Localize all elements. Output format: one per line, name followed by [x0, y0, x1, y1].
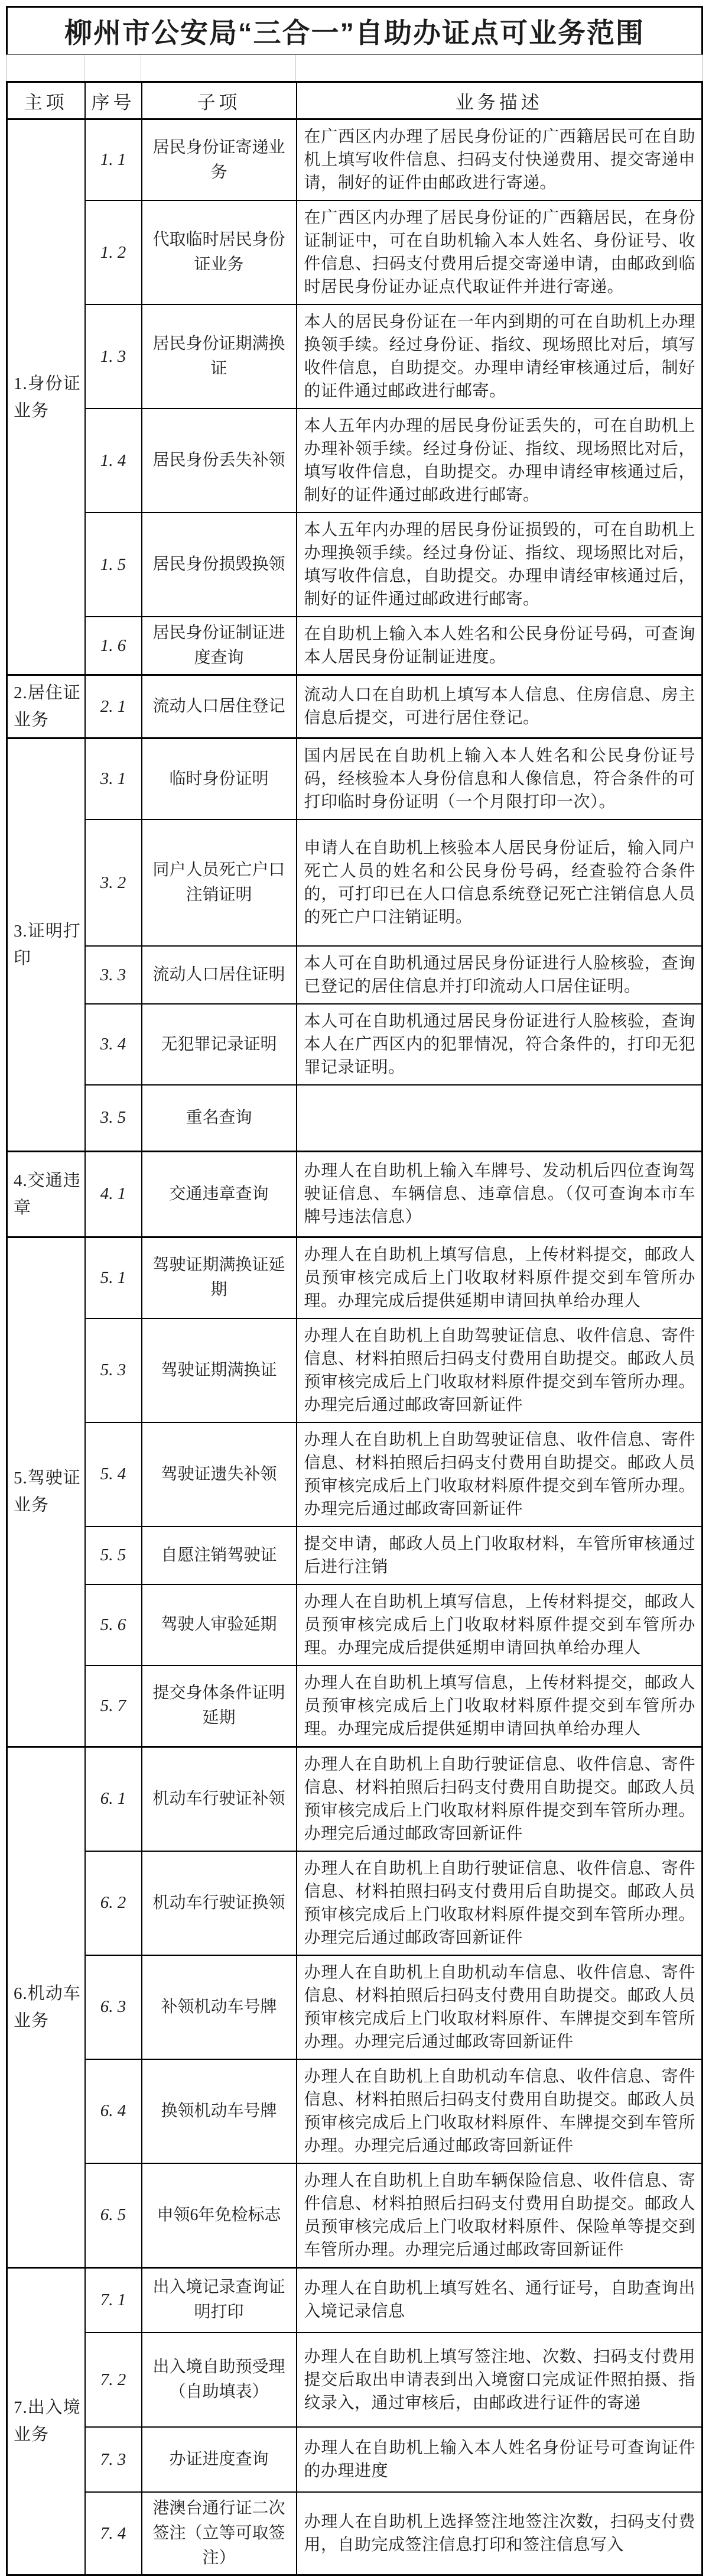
sub-item-cell: 流动人口居住登记 — [142, 675, 297, 738]
table-row — [7, 2492, 703, 2575]
sub-item-cell: 驾驶证遗失补领 — [142, 1423, 297, 1527]
sub-item-cell: 流动人口居住证明 — [142, 946, 297, 1004]
description-cell: 流动人口在自助机上填写本人信息、住房信息、房主信息后提交，可进行居住登记。 — [297, 675, 703, 738]
table-row — [7, 1151, 703, 1237]
description-cell: 本人的居民身份证在一年内到期的可在自助机上办理换领手续。经过身份证、指纹、现场照比对后，填写收件信息，自助提交。办理申请经审核通过后，制好的证件通过邮政进行邮寄。 — [297, 304, 703, 409]
sub-item-cell: 驾驶证期满换证延期 — [142, 1237, 297, 1318]
spacer-cell — [141, 55, 296, 81]
serial-no-cell: 3. 4 — [85, 1004, 142, 1085]
sub-item-cell: 无犯罪记录证明 — [142, 1004, 297, 1085]
spacer-cell — [296, 55, 703, 81]
serial-no-cell: 1. 5 — [85, 513, 142, 617]
serial-no-cell: 4. 1 — [85, 1151, 142, 1237]
serial-no-cell: 5. 6 — [85, 1585, 142, 1666]
table-row — [7, 200, 703, 304]
table-row — [7, 119, 703, 201]
sub-item-cell: 驾驶证期满换证 — [142, 1318, 297, 1423]
table-row — [7, 1423, 703, 1527]
col-header-serial-no: 序号 — [85, 82, 142, 119]
description-cell: 办理人在自助机上填写信息，上传材料提交，邮政人员预审核完成后上门收取材料原件提交到车管所办理。办理完成后提供延期申请回执单给办理人 — [297, 1585, 703, 1666]
serial-no-cell: 6. 3 — [85, 1955, 142, 2059]
main-item-cell: 4.交通违章 — [7, 1151, 85, 1237]
serial-no-cell: 1. 4 — [85, 409, 142, 513]
table-row — [7, 1237, 703, 1318]
serial-no-cell: 1. 3 — [85, 304, 142, 409]
table-row — [7, 1004, 703, 1085]
main-item-cell: 6.机动车业务 — [7, 1747, 85, 2267]
spacer-row — [6, 55, 703, 81]
description-cell: 提交申请，邮政人员上门收取材料，车管所审核通过后进行注销 — [297, 1527, 703, 1585]
serial-no-cell: 6. 5 — [85, 2163, 142, 2268]
description-cell: 办理人在自助机上自助行驶证信息、收件信息、寄件信息、材料拍照后扫码支付费用自助提交。邮政人员预审核完成后上门收取材料原件提交到车管所办理。办理完后通过邮政寄回新证件 — [297, 1747, 703, 1851]
serial-no-cell: 5. 1 — [85, 1237, 142, 1318]
business-scope-table — [6, 81, 703, 2576]
main-item-cell: 5.驾驶证业务 — [7, 1237, 85, 1747]
spacer-cell — [6, 55, 84, 81]
sub-item-cell: 申领6年免检标志 — [142, 2163, 297, 2268]
sub-item-cell: 换领机动车号牌 — [142, 2059, 297, 2163]
serial-no-cell: 3. 2 — [85, 819, 142, 946]
main-item-cell: 7.出入境业务 — [7, 2267, 85, 2575]
table-row — [7, 1085, 703, 1151]
serial-no-cell: 6. 4 — [85, 2059, 142, 2163]
table-row — [7, 617, 703, 675]
description-cell: 办理人在自助机上填写信息，上传材料提交，邮政人员预审核完成后上门收取材料原件提交到车管所办理。办理完成后提供延期申请回执单给办理人 — [297, 1666, 703, 1747]
table-row — [7, 1851, 703, 1955]
sub-item-cell: 办证进度查询 — [142, 2427, 297, 2492]
description-cell: 办理人在自助机上自助机动车信息、收件信息、寄件信息、材料拍照后扫码支付费用自助提交。邮政人员预审核完成后上门收取材料原件、车牌提交到车管所办理。办理完后通过邮政寄回新证件 — [297, 1955, 703, 2059]
sub-item-cell: 补领机动车号牌 — [142, 1955, 297, 2059]
table-row — [7, 1585, 703, 1666]
description-cell: 办理人在自助机上自助驾驶证信息、收件信息、寄件信息、材料拍照后扫码支付费用自助提交。邮政人员预审核完成后上门收取材料原件提交到车管所办理。办理完后通过邮政寄回新证件 — [297, 1318, 703, 1423]
sub-item-cell: 居民身份损毁换领 — [142, 513, 297, 617]
sub-item-cell: 出入境记录查询证明打印 — [142, 2267, 297, 2332]
sub-item-cell: 出入境自助预受理（自助填表） — [142, 2332, 297, 2427]
table-row — [7, 1318, 703, 1423]
table-row — [7, 513, 703, 617]
table-row — [7, 1747, 703, 1851]
main-item-cell: 1.身份证业务 — [7, 119, 85, 675]
col-header-main-item: 主项 — [7, 82, 85, 119]
description-cell: 办理人在自助机上输入本人姓名身份证号可查询证件的办理进度 — [297, 2427, 703, 2492]
description-cell: 国内居民在自助机上输入本人姓名和公民身份证号码，经核验本人身份信息和人像信息，符合条件的可打印临时身份证明（一个月限打印一次）。 — [297, 738, 703, 820]
sub-item-cell: 居民身份证制证进度查询 — [142, 617, 297, 675]
description-cell: 本人可在自助机通过居民身份证进行人脸核验，查询已登记的居住信息并打印流动人口居住证明。 — [297, 946, 703, 1004]
col-header-sub-item: 子项 — [142, 82, 297, 119]
serial-no-cell: 5. 5 — [85, 1527, 142, 1585]
serial-no-cell: 1. 6 — [85, 617, 142, 675]
description-cell: 本人可在自助机通过居民身份证进行人脸核验，查询本人在广西区内的犯罪情况，符合条件的，打印无犯罪记录证明。 — [297, 1004, 703, 1085]
table-header-row — [7, 82, 703, 119]
description-cell: 办理人在自助机上填写信息，上传材料提交，邮政人员预审核完成后上门收取材料原件提交到车管所办理。办理完成后提供延期申请回执单给办理人 — [297, 1237, 703, 1318]
description-cell — [297, 1085, 703, 1151]
description-cell: 办理人在自助机上选择签注地签注次数，扫码支付费用，自助完成签注信息打印和签注信息写入 — [297, 2492, 703, 2575]
sub-item-cell: 提交身体条件证明延期 — [142, 1666, 297, 1747]
serial-no-cell: 5. 4 — [85, 1423, 142, 1527]
sub-item-cell: 驾驶人审验延期 — [142, 1585, 297, 1666]
serial-no-cell: 5. 7 — [85, 1666, 142, 1747]
main-item-cell: 3.证明打印 — [7, 738, 85, 1152]
serial-no-cell: 7. 2 — [85, 2332, 142, 2427]
description-cell: 在广西区内办理了居民身份证的广西籍居民可在自助机上填写收件信息、扫码支付快递费用、提交寄递申请，制好的证件由邮政进行寄递。 — [297, 119, 703, 201]
description-cell: 办理人在自助机上填写姓名、通行证号，自助查询出入境记录信息 — [297, 2267, 703, 2332]
description-cell: 本人五年内办理的居民身份证损毁的，可在自助机上办理换领手续。经过身份证、指纹、现场照比对后，填写收件信息，自助提交。办理申请经审核通过后，制好的证件通过邮政进行邮寄。 — [297, 513, 703, 617]
page-title: 柳州市公安局“三合一”自助办证点可业务范围 — [6, 6, 703, 55]
spacer-cell — [84, 55, 141, 81]
serial-no-cell: 7. 4 — [85, 2492, 142, 2575]
table-row — [7, 2427, 703, 2492]
serial-no-cell: 6. 2 — [85, 1851, 142, 1955]
serial-no-cell: 2. 1 — [85, 675, 142, 738]
description-cell: 办理人在自助机上填写签注地、次数、扫码支付费用提交后取出申请表到出入境窗口完成证件照拍摄、指纹录入，通过审核后，由邮政进行证件的寄递 — [297, 2332, 703, 2427]
serial-no-cell: 7. 1 — [85, 2267, 142, 2332]
serial-no-cell: 1. 2 — [85, 200, 142, 304]
table-row — [7, 2163, 703, 2268]
sub-item-cell: 自愿注销驾驶证 — [142, 1527, 297, 1585]
table-row — [7, 1527, 703, 1585]
main-item-cell: 2.居住证业务 — [7, 675, 85, 738]
table-row — [7, 2267, 703, 2332]
description-cell: 办理人在自助机上自助驾驶证信息、收件信息、寄件信息、材料拍照后扫码支付费用自助提交。邮政人员预审核完成后上门收取材料原件提交到车管所办理。办理完后通过邮政寄回新证件 — [297, 1423, 703, 1527]
sub-item-cell: 机动车行驶证换领 — [142, 1851, 297, 1955]
serial-no-cell: 6. 1 — [85, 1747, 142, 1851]
description-cell: 在自助机上输入本人姓名和公民身份证号码，可查询本人居民身份证制证进度。 — [297, 617, 703, 675]
sub-item-cell: 居民身份证期满换证 — [142, 304, 297, 409]
serial-no-cell: 3. 3 — [85, 946, 142, 1004]
description-cell: 办理人在自助机上自助车辆保险信息、收件信息、寄件信息、材料拍照后扫码支付费用自助提交。邮政人员预审核完成后上门收取材料原件、保险单等提交到车管所办理。办理完后通过邮政寄回新证件 — [297, 2163, 703, 2268]
description-cell: 办理人在自助机上输入车牌号、发动机后四位查询驾驶证信息、车辆信息、违章信息。（仅可查询本市车牌号违法信息） — [297, 1151, 703, 1237]
col-header-description: 业务描述 — [297, 82, 703, 119]
table-row — [7, 738, 703, 820]
serial-no-cell: 7. 3 — [85, 2427, 142, 2492]
sub-item-cell: 交通违章查询 — [142, 1151, 297, 1237]
description-cell: 申请人在自助机上核验本人居民身份证后，输入同户死亡人员的姓名和公民身份号码，经查验符合条件的，可打印已在人口信息系统登记死亡注销信息人员的死亡户口注销证明。 — [297, 819, 703, 946]
serial-no-cell: 3. 5 — [85, 1085, 142, 1151]
description-cell: 在广西区内办理了居民身份证的广西籍居民，在身份证制证中，可在自助机输入本人姓名、身份证号、收件信息、扫码支付费用后提交寄递申请，由邮政到临时居民身份证办证点代取证件并进行寄递。 — [297, 200, 703, 304]
sub-item-cell: 居民身份证寄递业务 — [142, 119, 297, 201]
description-cell: 办理人在自助机上自助行驶证信息、收件信息、寄件信息、材料拍照扫码支付费用后自助提交。邮政人员预审核完成后上门收取材料原件提交到车管所办理。办理完后通过邮政寄回新证件 — [297, 1851, 703, 1955]
table-row — [7, 2059, 703, 2163]
sub-item-cell: 机动车行驶证补领 — [142, 1747, 297, 1851]
sub-item-cell: 代取临时居民身份证业务 — [142, 200, 297, 304]
sub-item-cell: 重名查询 — [142, 1085, 297, 1151]
table-row — [7, 819, 703, 946]
sub-item-cell: 港澳台通行证二次签注（立等可取签注） — [142, 2492, 297, 2575]
table-row — [7, 1666, 703, 1747]
sub-item-cell: 同户人员死亡户口注销证明 — [142, 819, 297, 946]
table-row — [7, 1955, 703, 2059]
serial-no-cell: 1. 1 — [85, 119, 142, 201]
table-row — [7, 946, 703, 1004]
description-cell: 办理人在自助机上自助机动车信息、收件信息、寄件信息、材料拍照后扫码支付费用自助提交。邮政人员预审核完成后上门收取材料原件、车牌提交到车管所办理。办理完后通过邮政寄回新证件 — [297, 2059, 703, 2163]
table-row — [7, 304, 703, 409]
table-row — [7, 409, 703, 513]
sub-item-cell: 居民身份丢失补领 — [142, 409, 297, 513]
serial-no-cell: 3. 1 — [85, 738, 142, 820]
document-sheet — [6, 0, 703, 2576]
serial-no-cell: 5. 3 — [85, 1318, 142, 1423]
table-row — [7, 2332, 703, 2427]
sub-item-cell: 临时身份证明 — [142, 738, 297, 820]
description-cell: 本人五年内办理的居民身份证丢失的，可在自助机上办理补领手续。经过身份证、指纹、现场照比对后，填写收件信息，自助提交。办理申请经审核通过后，制好的证件通过邮政进行邮寄。 — [297, 409, 703, 513]
table-row — [7, 675, 703, 738]
